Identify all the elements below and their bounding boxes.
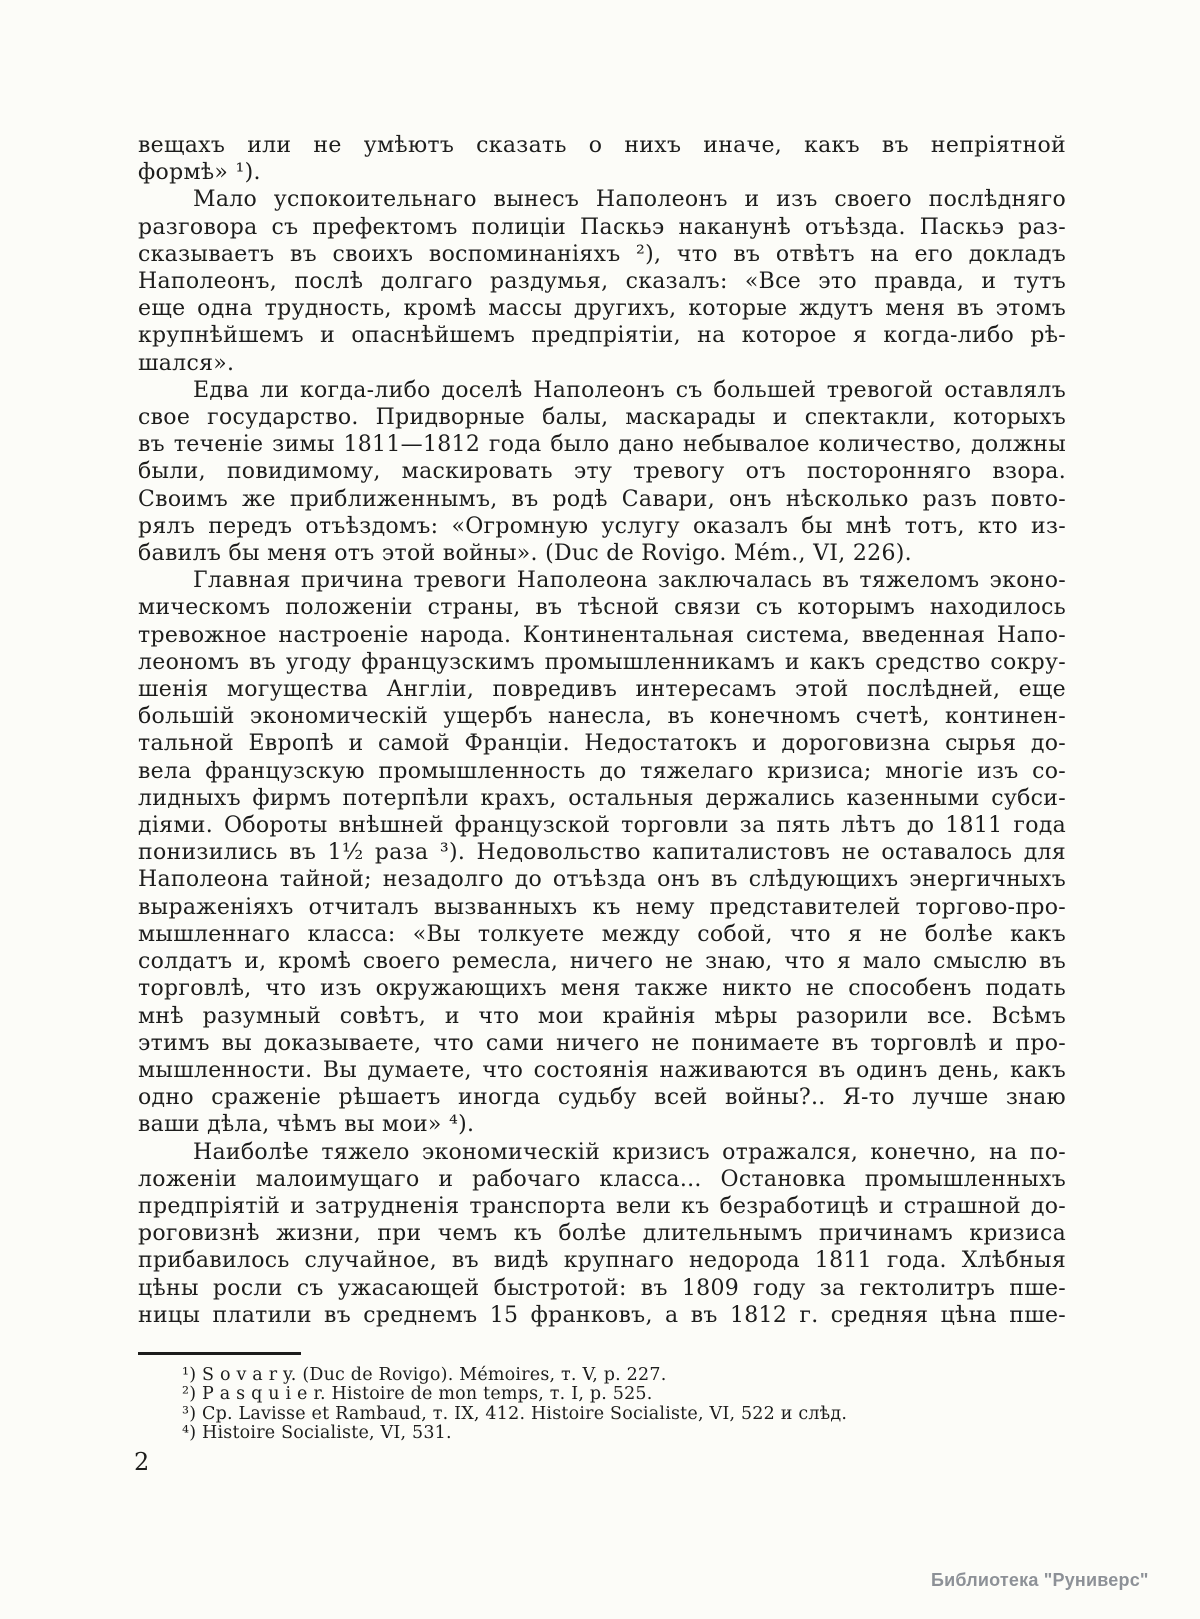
footnote: ³) Ср. Lavisse et Rambaud, т. IX, 412. Histoire Socialiste, VI, 522 и слѣд. — [182, 1403, 848, 1424]
text-line: Мало успокоительнаго вынесъ Наполеонъ и изъ своего послѣдняго — [193, 187, 1066, 213]
text-line: ложеніи малоимущаго и рабочаго класса... Остановка промышленныхъ — [138, 1166, 1066, 1192]
footnote-separator-rule — [138, 1352, 301, 1355]
text-line: рялъ передъ отъѣздомъ: «Огромную услугу оказалъ бы мнѣ тотъ, кто из- — [138, 513, 1066, 539]
text-line: большій экономическій ущербъ нанесла, въ конечномъ счетѣ, континен- — [138, 704, 1066, 730]
text-line: мическомъ положеніи страны, въ тѣсной связи съ которымъ находилось — [138, 595, 1066, 621]
text-line: предпріятій и затрудненія транспорта вели къ безработицѣ и страшной до- — [138, 1193, 1066, 1219]
paragraph — [138, 1139, 1066, 1329]
text-line: прибавилось случайное, въ видѣ крупнаго недорода 1811 года. Хлѣбныя — [138, 1248, 1066, 1274]
text-line: Главная причина тревоги Наполеона заключалась въ тяжеломъ эконо- — [193, 568, 1066, 594]
text-line: вела французскую промышленность до тяжелаго кризиса; многіе изъ со- — [138, 758, 1066, 784]
text-line: цѣны росли съ ужасающей быстротой: въ 1809 году за гектолитръ пше- — [138, 1275, 1066, 1301]
page-number: 2 — [134, 1448, 150, 1476]
text-line: Наиболѣе тяжело экономическій кризисъ отражался, конечно, на по- — [193, 1139, 1066, 1165]
text-line: тревожное настроеніе народа. Континентальная система, введенная Напо- — [138, 622, 1066, 648]
text-line: шался». — [138, 350, 235, 376]
text-line: Едва ли когда-либо доселѣ Наполеонъ съ большей тревогой оставлялъ — [193, 377, 1066, 403]
text-line: еще одна трудность, кромѣ массы другихъ, которые ждутъ меня въ этомъ — [138, 296, 1066, 322]
text-line: Наполеонъ, послѣ долгаго раздумья, сказалъ: «Все это правда, и тутъ — [138, 269, 1066, 295]
text-line: разговора съ префектомъ полиціи Паскьэ наканунѣ отъѣзда. Паскьэ раз- — [138, 214, 1066, 240]
text-line: лидныхъ фирмъ потерпѣли крахъ, остальныя держались казенными субси- — [138, 785, 1066, 811]
footnote: ²) P a s q u i e r. Histoire de mon temps, т. I, p. 525. — [182, 1384, 653, 1405]
text-line: шенія могущества Англіи, повредивъ интересамъ этой послѣдней, еще — [138, 677, 1066, 703]
text-line: сказываетъ въ своихъ воспоминаніяхъ ²), что въ отвѣтъ на его докладъ — [138, 241, 1066, 267]
footnotes — [182, 1366, 1068, 1443]
text-line: были, повидимому, маскировать эту тревогу отъ посторонняго взора. — [138, 459, 1066, 485]
text-line: формѣ» ¹). — [138, 160, 261, 186]
text-line: мнѣ разумный совѣтъ, и что мои крайнія мѣры разорили все. Всѣмъ — [138, 1003, 1066, 1029]
text-line: свое государство. Придворные балы, маскарады и спектакли, которыхъ — [138, 405, 1066, 431]
text-line: діями. Обороты внѣшней французской торговли за пять лѣтъ до 1811 года — [138, 813, 1066, 839]
body-text — [138, 132, 1066, 1329]
text-line: торговлѣ, что изъ окружающихъ меня также никто не способенъ подать — [138, 976, 1066, 1002]
text-line: солдатъ и, кромѣ своего ремесла, ничего не знаю, что я мало смыслю въ — [138, 949, 1066, 975]
paragraph — [138, 377, 1066, 567]
paragraph — [138, 132, 1066, 186]
text-line: понизились въ 1½ раза ³). Недовольство капиталистовъ не оставалось для — [138, 840, 1066, 866]
library-watermark: Библиотека "Руниверс" — [931, 1570, 1149, 1590]
footnote: ⁴) Histoire Socialiste, VI, 531. — [182, 1422, 452, 1443]
text-line: мышленнаго класса: «Вы толкуете между собой, что я не болѣе какъ — [138, 921, 1066, 947]
text-line: ницы платили въ среднемъ 15 франковъ, а въ 1812 г. средняя цѣна пше- — [138, 1302, 1066, 1328]
text-line: этимъ вы доказываете, что сами ничего не понимаете въ торговлѣ и про- — [138, 1030, 1066, 1056]
text-line: тальной Европѣ и самой Франціи. Недостатокъ и дороговизна сырья до- — [138, 731, 1066, 757]
text-line: вещахъ или не умѣютъ сказать о нихъ иначе, какъ въ непріятной — [138, 133, 1066, 158]
paragraph — [138, 186, 1066, 376]
text-line: ваши дѣла, чѣмъ вы мои» ⁴). — [138, 1112, 475, 1138]
text-line: роговизнѣ жизни, при чемъ къ болѣе длительнымъ причинамъ кризиса — [138, 1221, 1066, 1247]
footnote: ¹) S o v a r y. (Duc de Rovigo). Mémoires, т. V, p. 227. — [182, 1365, 667, 1385]
paragraph — [138, 567, 1066, 1138]
text-line: одно сраженіе рѣшаетъ иногда судьбу всей войны?.. Я-то лучше знаю — [138, 1085, 1066, 1111]
text-line: крупнѣйшемъ и опаснѣйшемъ предпріятіи, на которое я когда-либо рѣ- — [138, 323, 1066, 349]
text-line: мышленности. Вы думаете, что состоянія наживаются въ одинъ день, какъ — [138, 1057, 1066, 1083]
text-line: выраженіяхъ отчиталъ вызванныхъ къ нему представителей торгово-про- — [138, 894, 1066, 920]
text-line: леономъ въ угоду французскимъ промышленникамъ и какъ средство сокру- — [138, 649, 1066, 675]
text-line: бавилъ бы меня отъ этой войны». (Duc de Rovigo. Mém., VI, 226). — [138, 541, 912, 567]
text-line: Своимъ же приближеннымъ, въ родѣ Савари, онъ нѣсколько разъ повто- — [138, 486, 1066, 512]
text-line: Наполеона тайной; незадолго до отъѣзда онъ въ слѣдующихъ энергичныхъ — [138, 867, 1066, 893]
text-line: въ теченіе зимы 1811—1812 года было дано небывалое количество, должны — [138, 432, 1066, 458]
